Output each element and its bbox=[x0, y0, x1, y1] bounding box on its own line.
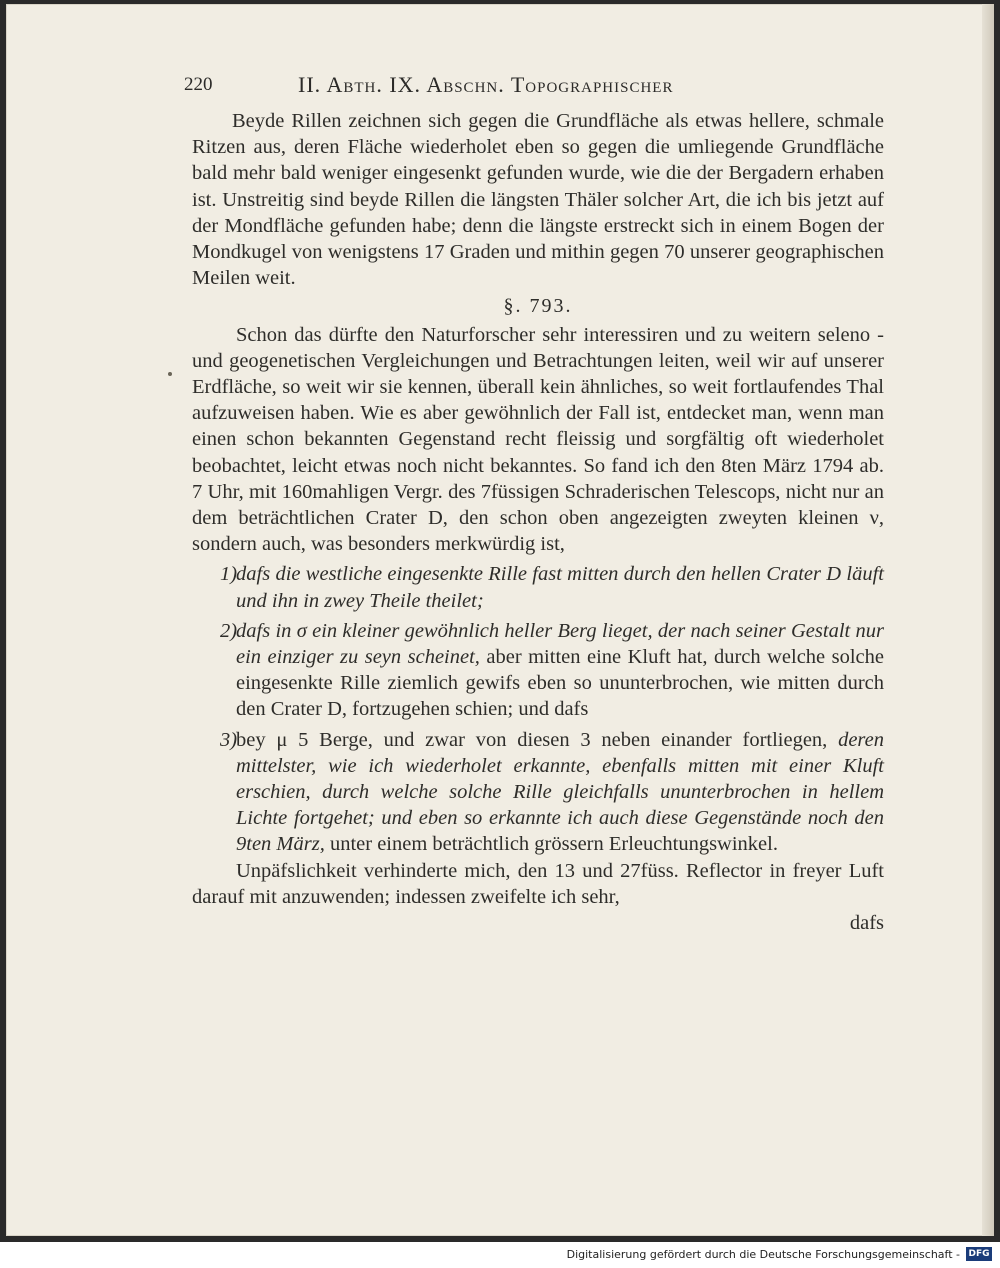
list-item-2-italic: dafs in σ ein kleiner gewöhnlich heller Berg lieget, der nach seiner Gestalt nur ein einziger zu seyn scheinet, bbox=[236, 619, 884, 669]
list-number-1: 1) bbox=[220, 563, 238, 586]
page-body bbox=[192, 108, 884, 936]
margin-mark bbox=[168, 372, 172, 376]
list-item-3-start: bey μ 5 Berge, und zwar von diesen 3 neben einander fortliegen, bbox=[236, 728, 839, 751]
list-item-3-italic: deren mittelster, wie ich wiederholet erkannte, ebenfalls mitten mit einer Kluft erschien, durch welche solche Rille gleichfalls ununterbrochen in hellem Lichte fortgehet; und eben so erkannte ich auch diese Gegenstände noch den 9ten März, bbox=[236, 728, 884, 856]
list-item-3-end: unter einem beträchtlich grössern Erleuchtungswinkel. bbox=[324, 833, 778, 856]
section-number: §. 793. bbox=[503, 295, 573, 318]
list-number-2: 2) bbox=[220, 619, 238, 642]
list-item-1-text: dafs die westliche eingesenkte Rille fast mitten durch den hellen Crater D läuft und ihn in zwey Theile theilet; bbox=[236, 563, 884, 612]
page-edge bbox=[982, 4, 994, 1236]
paragraph-3: Unpäfslichkeit verhinderte mich, den 13 und 27füss. Reflector in freyer Luft darauf mit anzuwenden; indessen zweifelte ich sehr, bbox=[192, 859, 884, 908]
paragraph-1: Beyde Rillen zeichnen sich gegen die Grundfläche als etwas hellere, schmale Ritzen aus, deren Fläche wiederholet eben so gegen die umliegende Grundfläche bald mehr bald weniger eingesenkt gefunden wurde, wie die der Bergadern erhaben ist. Unstreitig sind beyde Rillen die längsten Thäler solcher Art, die ich bis jetzt auf der Mondfläche gefunden habe; denn die längste erstreckt sich in einem Bogen der Mondkugel von wenigstens 17 Graden und mithin gegen 70 unserer geographischen Meilen weit. bbox=[192, 110, 884, 290]
list-item-2 bbox=[192, 618, 884, 723]
list-item-3 bbox=[192, 727, 884, 858]
list-item-1 bbox=[192, 561, 884, 613]
running-head bbox=[184, 72, 784, 102]
list-number-3: 3) bbox=[220, 728, 238, 751]
funding-credit: Digitalisierung gefördert durch die Deutsche Forschungsgemeinschaft - bbox=[566, 1248, 960, 1261]
page-number: 220 bbox=[184, 74, 213, 95]
running-title: II. Abth. IX. Abschn. Topographischer bbox=[298, 72, 674, 97]
catchword: dafs bbox=[849, 912, 884, 935]
paragraph-2: Schon das dürfte den Naturforscher sehr interessiren und zu weitern seleno - und geogenetischen Vergleichungen und Betrachtungen leiten, weil wir auf unserer Erdfläche, so weit wir sie kennen, überall kein ähnliches, so weit fortlaufendes Thal aufzuweisen haben. Wie es aber gewöhnlich der Fall ist, entdecket man, wenn man einen schon bekannten Gegenstand recht fleissig und sorgfältig oft wiederholet beobachtet, leicht etwas noch nicht bekanntes. So fand ich den 8ten März 1794 ab. 7 Uhr, mit 160mahligen Vergr. des 7füssigen Schraderischen Telescops, nicht nur an dem beträchtlichen Crater D, den schon oben angezeigten zweyten kleinen ν, sondern auch, was besonders merkwürdig ist, bbox=[192, 323, 884, 556]
footer-bar bbox=[0, 1242, 1000, 1268]
dfg-logo: DFG bbox=[966, 1247, 992, 1261]
list-item-2-text: aber mitten eine Kluft hat, durch welche solche eingesenkte Rille ziemlich gewifs eben so ununterbrochen, wie mitten durch den Crater D, fortzugehen schien; und dafs bbox=[236, 646, 884, 721]
